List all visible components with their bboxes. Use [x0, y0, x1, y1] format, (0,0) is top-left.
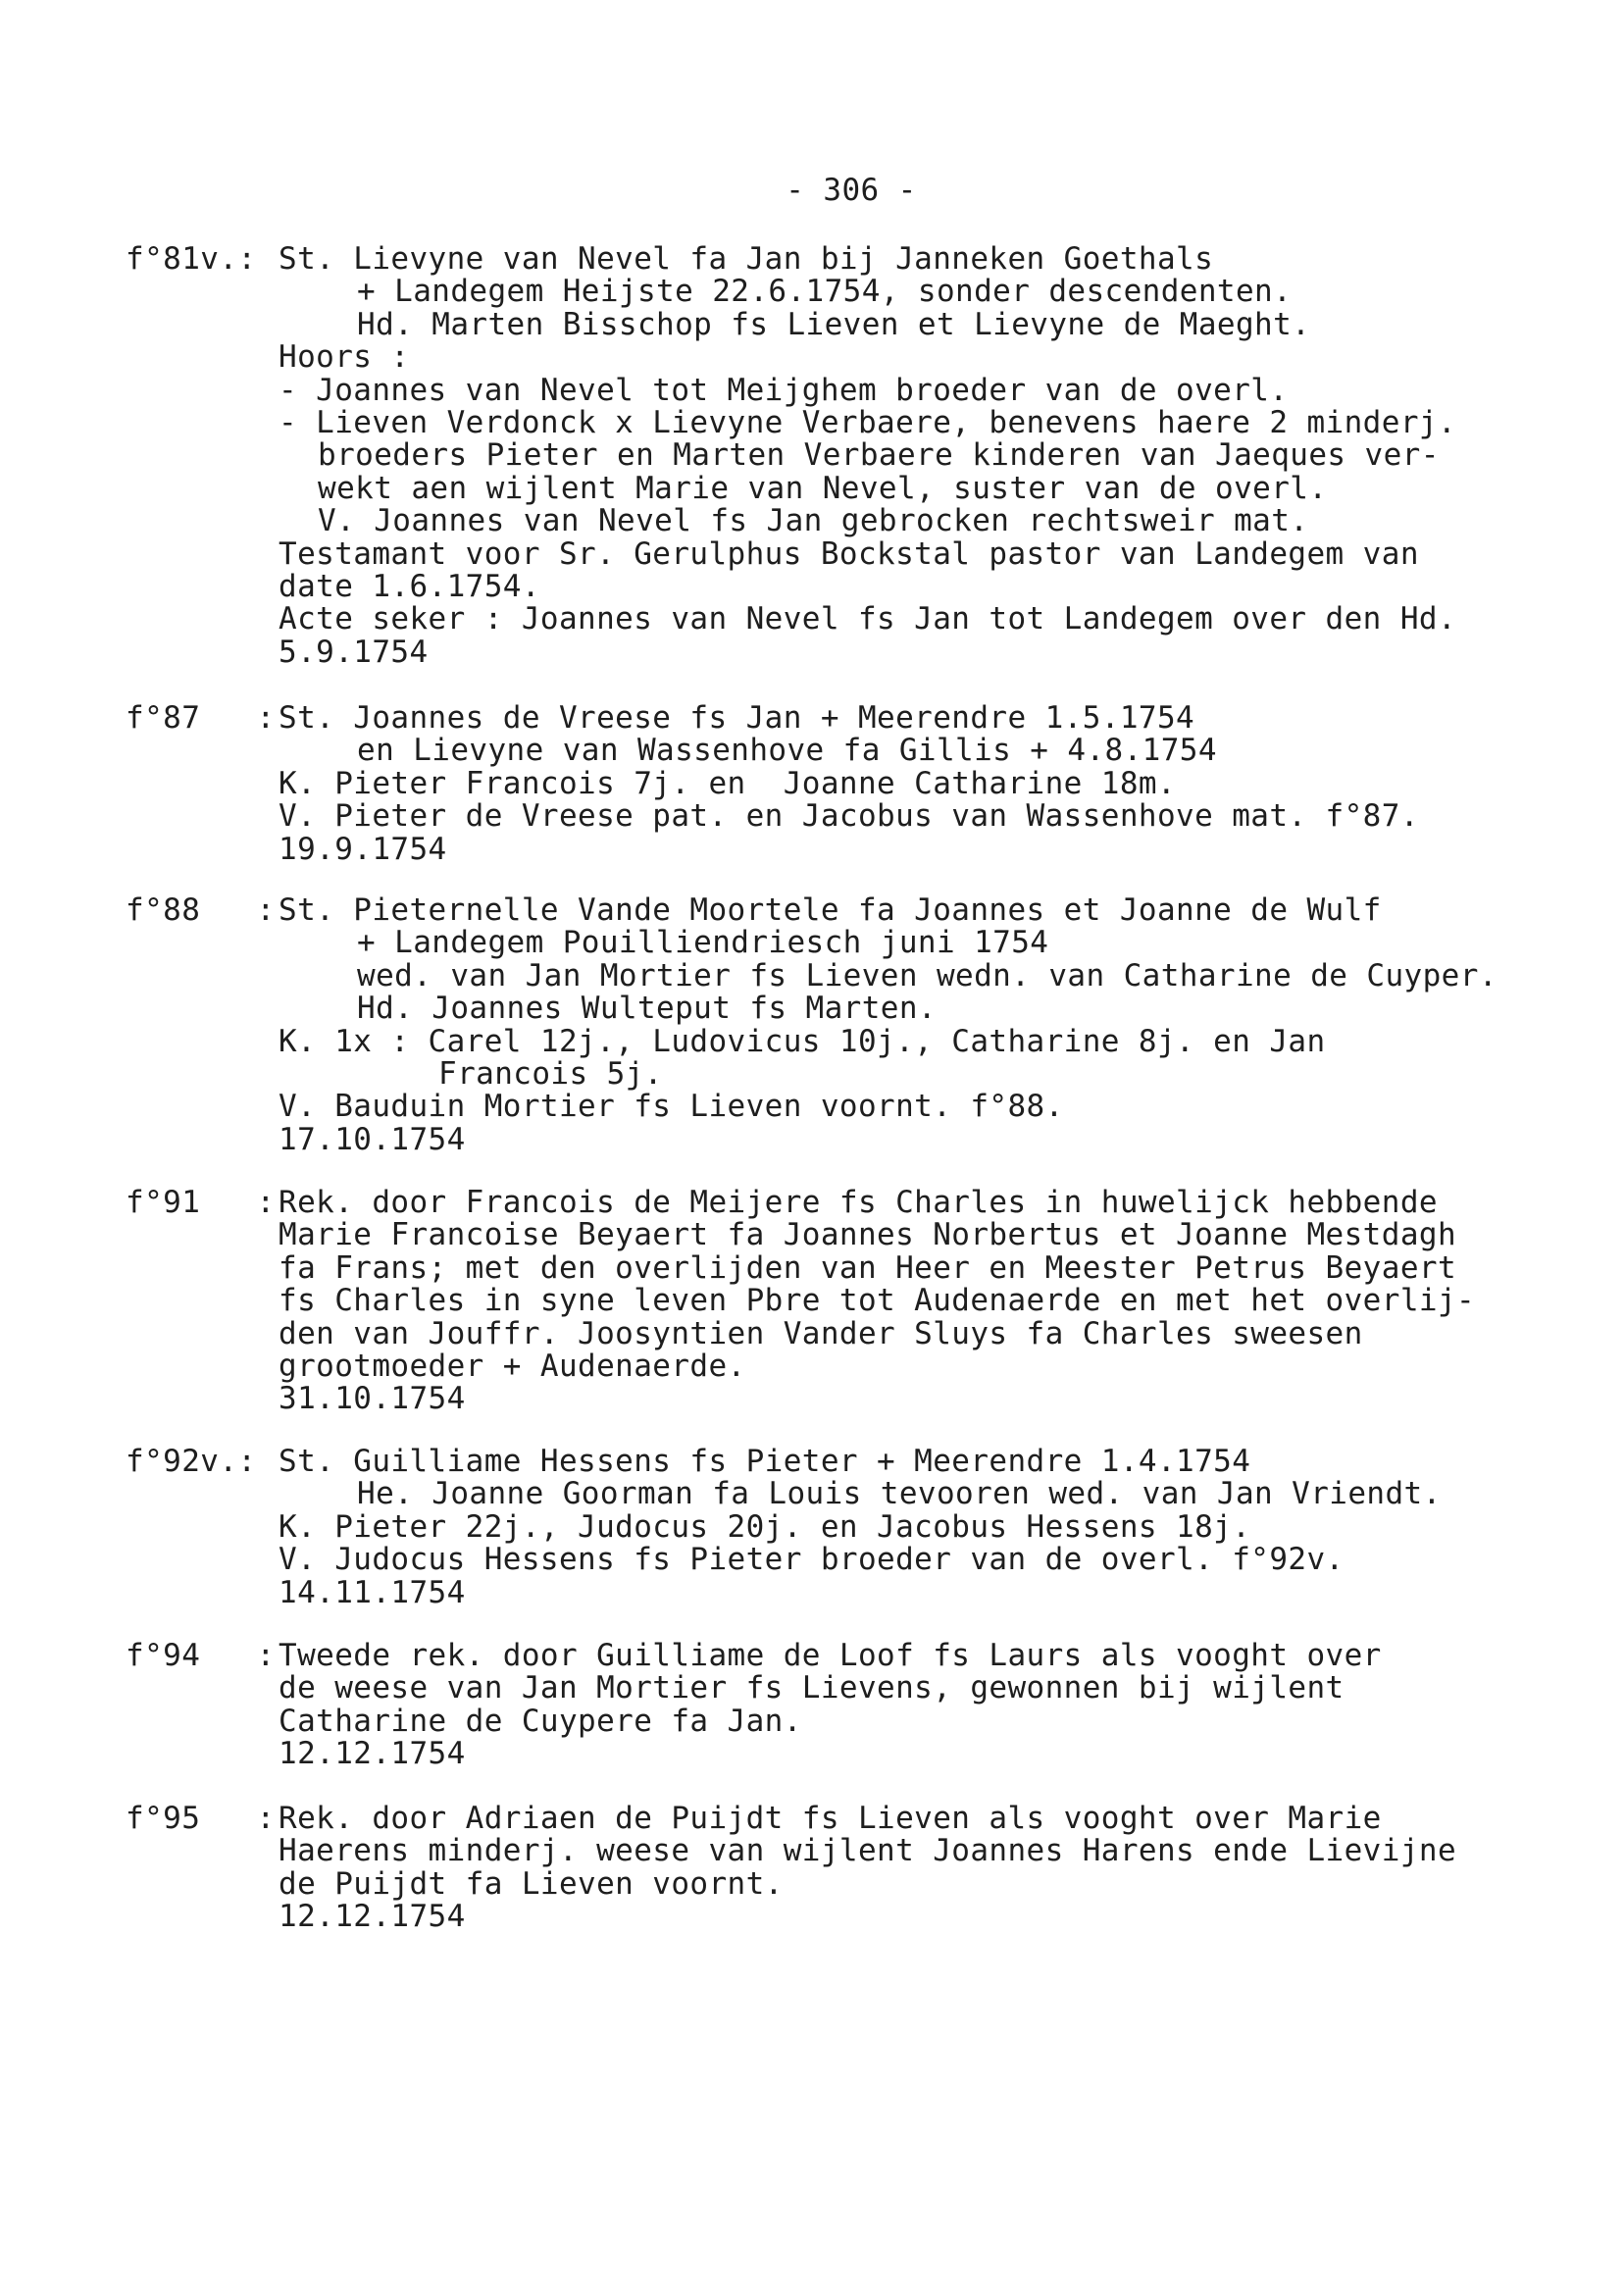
entry-line: St. Lievyne van Nevel fa Jan bij Janneken Goethals — [279, 241, 1214, 277]
folio-reference: f°81v.: — [126, 241, 257, 277]
entry-line: Catharine de Cuypere fa Jan. — [279, 1703, 802, 1739]
entry-line: - Joannes van Nevel tot Meijghem broeder van de overl. — [279, 372, 1289, 408]
entry-line: de weese van Jan Mortier fs Lievens, gewonnen bij wijlent — [279, 1670, 1345, 1706]
folio-reference: f°91 : — [126, 1185, 276, 1220]
folio-reference: f°94 : — [126, 1638, 276, 1673]
entry-line: 31.10.1754 — [279, 1381, 466, 1417]
entry-text — [279, 1803, 1456, 1934]
entry-line: Hoors : — [279, 339, 410, 376]
folio-reference: f°92v.: — [126, 1444, 257, 1479]
entry-text — [279, 702, 1419, 866]
entry-line: Tweede rek. door Guilliame de Loof fs Laurs als vooght over — [279, 1638, 1382, 1673]
entry-line: Marie Francoise Beyaert fa Joannes Norbertus et Joanne Mestdagh — [279, 1217, 1457, 1253]
entry-line: Rek. door Adriaen de Puijdt fs Lieven als vooght over Marie — [279, 1801, 1382, 1836]
entry-line: fs Charles in syne leven Pbre tot Audenaerde en met het overlij- — [279, 1283, 1476, 1319]
entry-line: 12.12.1754 — [279, 1736, 466, 1772]
entry-text — [279, 243, 1456, 669]
entry-line: Hd. Joannes Wulteput fs Marten. — [357, 991, 937, 1027]
entry-line: fa Frans; met den overlijden van Heer en Meester Petrus Beyaert — [279, 1249, 1457, 1286]
entry-line: Rek. door Francois de Meijere fs Charles in huwelijck hebbende — [279, 1185, 1438, 1220]
entry-text — [279, 894, 1497, 1156]
entry-line: 12.12.1754 — [279, 1899, 466, 1935]
entry-line: Acte seker : Joannes van Nevel fs Jan tot Landegem over den Hd. — [279, 601, 1457, 637]
entry-line: He. Joanne Goorman fa Louis tevooren wed. van Jan Vriendt. — [357, 1476, 1442, 1512]
entry-line: Testamant voor Sr. Gerulphus Bockstal pastor van Landegem van — [279, 535, 1419, 572]
entry-line: St. Pieternelle Vande Moortele fa Joannes et Joanne de Wulf — [279, 892, 1382, 928]
entry-line: den van Jouffr. Joosyntien Vander Sluys fa Charles sweesen — [279, 1315, 1363, 1351]
entry-line: St. Guilliame Hessens fs Pieter + Meerendre 1.4.1754 — [279, 1444, 1251, 1479]
entry-line: wekt aen wijlent Marie van Nevel, suster van de overl. — [318, 470, 1328, 506]
page-number: - 306 - — [786, 173, 917, 208]
entry-line: de Puijdt fa Lieven voornt. — [279, 1865, 784, 1902]
entry-line: broeders Pieter en Marten Verbaere kinderen van Jaeques ver- — [318, 437, 1440, 474]
entry-line: + Landegem Heijste 22.6.1754, sonder descendenten. — [357, 274, 1293, 310]
entry-line: date 1.6.1754. — [279, 568, 540, 604]
entry-line: 5.9.1754 — [279, 634, 429, 670]
entry-line: St. Joannes de Vreese fs Jan + Meerendre 1.5.1754 — [279, 700, 1195, 736]
entry-line: K. Pieter Francois 7j. en Joanne Catharine 18m. — [279, 765, 1177, 801]
entry-line: 17.10.1754 — [279, 1121, 466, 1157]
entry-text — [279, 1446, 1442, 1609]
entry-line: grootmoeder + Audenaerde. — [279, 1348, 746, 1384]
entry-line: V. Judocus Hessens fs Pieter broeder van de overl. f°92v. — [279, 1542, 1345, 1578]
entry-line: K. 1x : Carel 12j., Ludovicus 10j., Catharine 8j. en Jan — [279, 1023, 1326, 1059]
entry-line: Francois 5j. — [438, 1055, 663, 1092]
entry-line: V. Bauduin Mortier fs Lieven voornt. f°88. — [279, 1089, 1064, 1125]
entry-text — [279, 1187, 1475, 1416]
entry-line: 19.9.1754 — [279, 831, 447, 867]
entry-line: - Lieven Verdonck x Lievyne Verbaere, benevens haere 2 minderj. — [279, 404, 1457, 440]
entry-line: K. Pieter 22j., Judocus 20j. en Jacobus Hessens 18j. — [279, 1508, 1251, 1545]
entry-line: wed. van Jan Mortier fs Lieven wedn. van Catharine de Cuyper. — [357, 957, 1497, 993]
entry-line: 14.11.1754 — [279, 1574, 466, 1610]
entry-line: V. Joannes van Nevel fs Jan gebrocken rechtsweir mat. — [318, 503, 1309, 539]
entry-text — [279, 1640, 1382, 1771]
entry-line: + Landegem Pouilliendriesch juni 1754 — [357, 925, 1049, 961]
entry-line: V. Pieter de Vreese pat. en Jacobus van Wassenhove mat. f°87. — [279, 798, 1419, 835]
folio-reference: f°88 : — [126, 892, 276, 928]
entry-line: Hd. Marten Bisschop fs Lieven et Lievyne de Maeght. — [357, 306, 1311, 342]
folio-reference: f°87 : — [126, 700, 276, 736]
entry-line: Haerens minderj. weese van wijlent Joannes Harens ende Lievijne — [279, 1833, 1457, 1869]
folio-reference: f°95 : — [126, 1801, 276, 1836]
entry-line: en Lievyne van Wassenhove fa Gillis + 4.8.1754 — [357, 733, 1217, 769]
